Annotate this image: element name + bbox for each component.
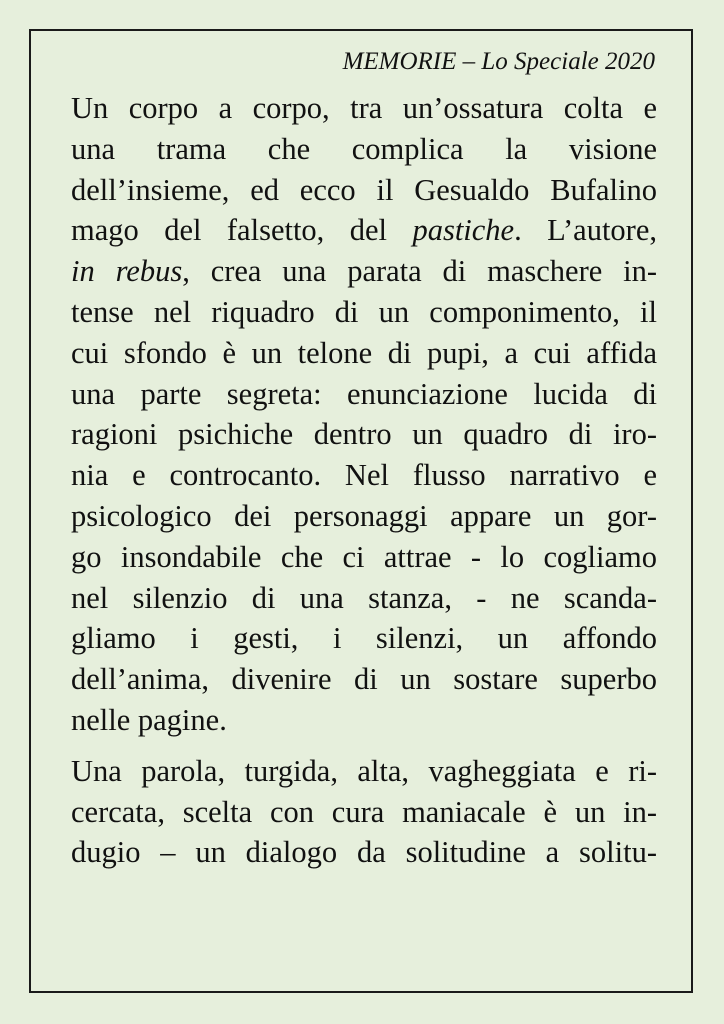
text-run: nel silenzio di una stanza, - ne scanda-	[71, 580, 657, 615]
text-line	[71, 832, 657, 873]
text-line	[71, 792, 657, 833]
running-header: MEMORIE – Lo Speciale 2020	[342, 48, 655, 75]
text-run: gliamo i gesti, i silenzi, un affondo	[71, 621, 657, 656]
text-line	[71, 618, 657, 659]
text-run: nia e controcanto. Nel flusso narrativo e	[71, 458, 657, 493]
text-line	[71, 251, 657, 292]
text-run: , crea una parata di maschere in-	[182, 254, 657, 289]
text-line	[71, 333, 657, 374]
text-run: dell’insieme, ed ecco il Gesualdo Bufalino	[71, 172, 657, 207]
body-text	[71, 88, 657, 873]
paragraph-2	[71, 751, 657, 873]
text-line	[71, 414, 657, 455]
text-line	[71, 170, 657, 211]
text-line	[71, 455, 657, 496]
page-border	[29, 29, 693, 993]
text-line	[71, 659, 657, 700]
text-run: tense nel riquadro di un componimento, il	[71, 294, 657, 329]
text-run: psicologico dei personaggi appare un gor-	[71, 498, 657, 533]
paragraph-1	[71, 88, 657, 741]
italic-term: in rebus	[71, 254, 183, 289]
italic-term: pastiche	[412, 213, 515, 248]
text-run: Una parola, turgida, alta, vagheggiata e ri-	[71, 753, 657, 788]
text-run: una trama che complica la visione	[71, 131, 657, 166]
text-run: ragioni psichiche dentro un quadro di iro-	[71, 417, 657, 452]
text-line	[71, 751, 657, 792]
text-line	[71, 578, 657, 619]
text-run: cercata, scelta con cura maniacale è un in-	[71, 794, 657, 829]
text-line	[71, 292, 657, 333]
text-run: dell’anima, divenire di un sostare superbo	[71, 662, 657, 697]
text-run: go insondabile che ci attrae - lo cogliamo	[71, 539, 657, 574]
text-line	[71, 496, 657, 537]
text-run: dugio – un dialogo da solitudine a solitu-	[71, 835, 657, 870]
text-run: mago del falsetto, del	[71, 213, 413, 248]
text-run: una parte segreta: enunciazione lucida di	[71, 376, 657, 411]
text-line	[71, 374, 657, 415]
text-run: . L’autore,	[514, 213, 657, 248]
text-line	[71, 88, 657, 129]
text-line	[71, 700, 657, 741]
text-line	[71, 129, 657, 170]
text-line	[71, 537, 657, 578]
text-line	[71, 210, 657, 251]
text-run: cui sfondo è un telone di pupi, a cui affida	[71, 335, 657, 370]
text-run: nelle pagine.	[71, 702, 227, 737]
text-run: Un corpo a corpo, tra un’ossatura colta e	[71, 91, 657, 125]
